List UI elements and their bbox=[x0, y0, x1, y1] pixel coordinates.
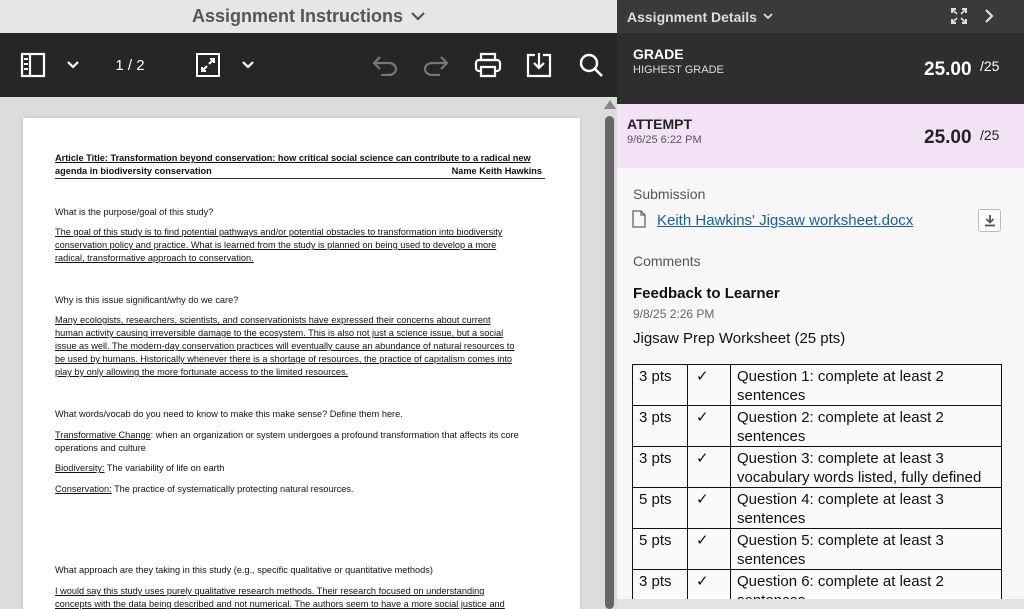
sidebar-options-chevron-icon[interactable] bbox=[64, 33, 82, 97]
rubric-points: 5 pts bbox=[633, 529, 688, 570]
document-page bbox=[23, 118, 580, 609]
doc-vocab-item bbox=[55, 429, 519, 442]
chevron-down-icon bbox=[411, 12, 425, 21]
rubric-row bbox=[633, 488, 1002, 529]
print-icon[interactable] bbox=[473, 33, 503, 97]
doc-answer-line: be used by humans. Historically whenever there is a shortage of resources, the practice of capitalism comes into bbox=[55, 354, 513, 364]
details-title-dropdown[interactable]: Assignment Details bbox=[627, 8, 757, 25]
comments-label: Comments bbox=[633, 253, 701, 269]
rubric-check: ✓ bbox=[688, 406, 731, 447]
doc-vocab-def: : when an organization or system undergoes a profound transformation that affects its core bbox=[150, 430, 519, 440]
rubric-points: 3 pts bbox=[633, 570, 688, 609]
grade-label: GRADE bbox=[633, 46, 684, 62]
doc-vocab-cont: operations and culture bbox=[55, 443, 146, 453]
feedback-subtitle: Jigsaw Prep Worksheet (25 pts) bbox=[633, 330, 846, 347]
doc-answer-line: issue as well. The modern-day conservation practices will eventually cause an abundance of natural resources to bbox=[55, 341, 515, 351]
rubric-check: ✓ bbox=[688, 529, 731, 570]
feedback-title: Feedback to Learner bbox=[633, 285, 780, 302]
doc-answer-line: play by only allowing the more fortunate access to the limited resources. bbox=[55, 367, 349, 377]
grade-summary bbox=[617, 33, 1024, 104]
scroll-up-arrow-icon[interactable] bbox=[604, 100, 616, 109]
doc-question-1: What is the purpose/goal of this study? bbox=[55, 207, 214, 217]
doc-vocab-term: Transformative Change bbox=[55, 430, 151, 440]
rubric-criterion: Question 1: complete at least 2 sentences bbox=[731, 365, 1002, 406]
doc-name: Name Keith Hawkins bbox=[451, 166, 542, 176]
doc-article-title-cont: agenda in biodiversity conservation bbox=[55, 166, 212, 176]
doc-answer-line: radical, transformative approach to conservation. bbox=[55, 253, 254, 263]
download-submission-button[interactable] bbox=[978, 209, 1001, 232]
submission-label: Submission bbox=[633, 186, 706, 202]
details-footer-bar bbox=[617, 599, 1024, 609]
rubric-check: ✓ bbox=[688, 488, 731, 529]
doc-vocab-def: The practice of systematically protecting natural resources. bbox=[111, 484, 354, 494]
page-indicator: 1 / 2 bbox=[115, 56, 145, 74]
doc-question-4: What approach are they taking in this study (e.g., specific qualitative or quantitative methods) bbox=[55, 565, 433, 575]
rubric-row bbox=[633, 406, 1002, 447]
attempt-row[interactable] bbox=[617, 104, 1024, 168]
document-toolbar bbox=[0, 33, 617, 97]
doc-title-line bbox=[55, 165, 545, 179]
doc-answer-line: concepts with the data being described and not numerical. The authors seem to have a more social justice and bbox=[55, 599, 505, 609]
rubric-check: ✓ bbox=[688, 447, 731, 488]
rubric-table bbox=[632, 364, 1002, 609]
rubric-points: 3 pts bbox=[633, 447, 688, 488]
rubric-criterion: Question 6: complete at least 2 bbox=[731, 570, 1002, 609]
download-icon bbox=[984, 214, 996, 227]
doc-vocab-term: Biodiversity: bbox=[55, 463, 105, 473]
scroll-thumb[interactable] bbox=[605, 116, 614, 609]
rubric-row bbox=[633, 447, 1002, 488]
rubric-check: ✓ bbox=[688, 365, 731, 406]
rubric-row bbox=[633, 365, 1002, 406]
rubric-points: 3 pts bbox=[633, 365, 688, 406]
details-header bbox=[617, 0, 1024, 33]
doc-answer-line: Many ecologists, researchers, scientists, and conservationists have expressed their concerns about current bbox=[55, 315, 491, 325]
doc-article-title: Article Title: Transformation beyond conservation: how critical social science can contribute to a radical new bbox=[55, 153, 531, 163]
details-pane bbox=[617, 0, 1024, 609]
doc-vocab-item bbox=[55, 462, 224, 475]
attempt-date: 9/6/25 6:22 PM bbox=[627, 134, 702, 146]
rubric-check: ✓ bbox=[688, 570, 731, 609]
zoom-options-chevron-icon[interactable] bbox=[239, 33, 257, 97]
chevron-down-icon bbox=[763, 13, 773, 20]
grade-sublabel: HIGHEST GRADE bbox=[633, 64, 724, 76]
download-icon[interactable] bbox=[524, 33, 554, 97]
attempt-score: 25.00 bbox=[924, 127, 972, 148]
rubric-points: 3 pts bbox=[633, 406, 688, 447]
sidebar-toggle-icon[interactable] bbox=[18, 33, 48, 97]
doc-vocab-term: Conservation: bbox=[55, 484, 112, 494]
chevron-right-icon[interactable] bbox=[984, 8, 994, 27]
doc-vocab-item bbox=[55, 483, 354, 496]
doc-answer-line: human activity causing irreversible damage to the ecosystem. This is also not just a science issue, but a social bbox=[55, 328, 504, 338]
expand-icon[interactable] bbox=[950, 7, 968, 28]
instructions-title: Assignment Instructions bbox=[191, 6, 404, 26]
rubric-row bbox=[633, 529, 1002, 570]
search-icon[interactable] bbox=[576, 33, 606, 97]
submission-file-link[interactable]: Keith Hawkins' Jigsaw worksheet.docx bbox=[657, 212, 914, 229]
feedback-date: 9/8/25 2:26 PM bbox=[633, 307, 715, 321]
attempt-max: /25 bbox=[980, 127, 1000, 143]
grade-score: 25.00 bbox=[924, 59, 972, 80]
redo-icon[interactable] bbox=[421, 33, 451, 97]
attempt-label: ATTEMPT bbox=[627, 116, 693, 132]
rubric-criterion: Question 4: complete at least 3 sentences bbox=[731, 488, 1002, 529]
fit-page-icon[interactable] bbox=[193, 33, 223, 97]
doc-answer-line: The goal of this study is to find potential pathways and/or potential obstacles to transformation into biodiversity bbox=[55, 227, 503, 237]
doc-question-3: What words/vocab do you need to know to make this make sense? Define them here. bbox=[55, 409, 403, 419]
grade-max: /25 bbox=[980, 58, 1000, 74]
rubric-criterion: Question 2: complete at least 2 sentences bbox=[731, 406, 1002, 447]
instructions-title-dropdown[interactable] bbox=[0, 0, 617, 33]
undo-icon[interactable] bbox=[370, 33, 400, 97]
rubric-criterion: Question 3: complete at least 3 vocabulary words listed, fully defined bbox=[731, 447, 1002, 488]
document-viewer[interactable] bbox=[0, 97, 603, 609]
document-icon bbox=[632, 210, 646, 233]
rubric-points: 5 pts bbox=[633, 488, 688, 529]
rubric-criterion: Question 5: complete at least 3 sentences bbox=[731, 529, 1002, 570]
doc-question-2: Why is this issue significant/why do we care? bbox=[55, 295, 239, 305]
doc-vocab-def: The variability of life on earth bbox=[104, 463, 225, 473]
doc-answer-line: conservation policy and practice. What is learned from the study is planned on being used to develop a more bbox=[55, 240, 497, 250]
doc-answer-line: I would say this study uses purely qualitative research methods. Their research focused on understanding bbox=[55, 586, 485, 596]
